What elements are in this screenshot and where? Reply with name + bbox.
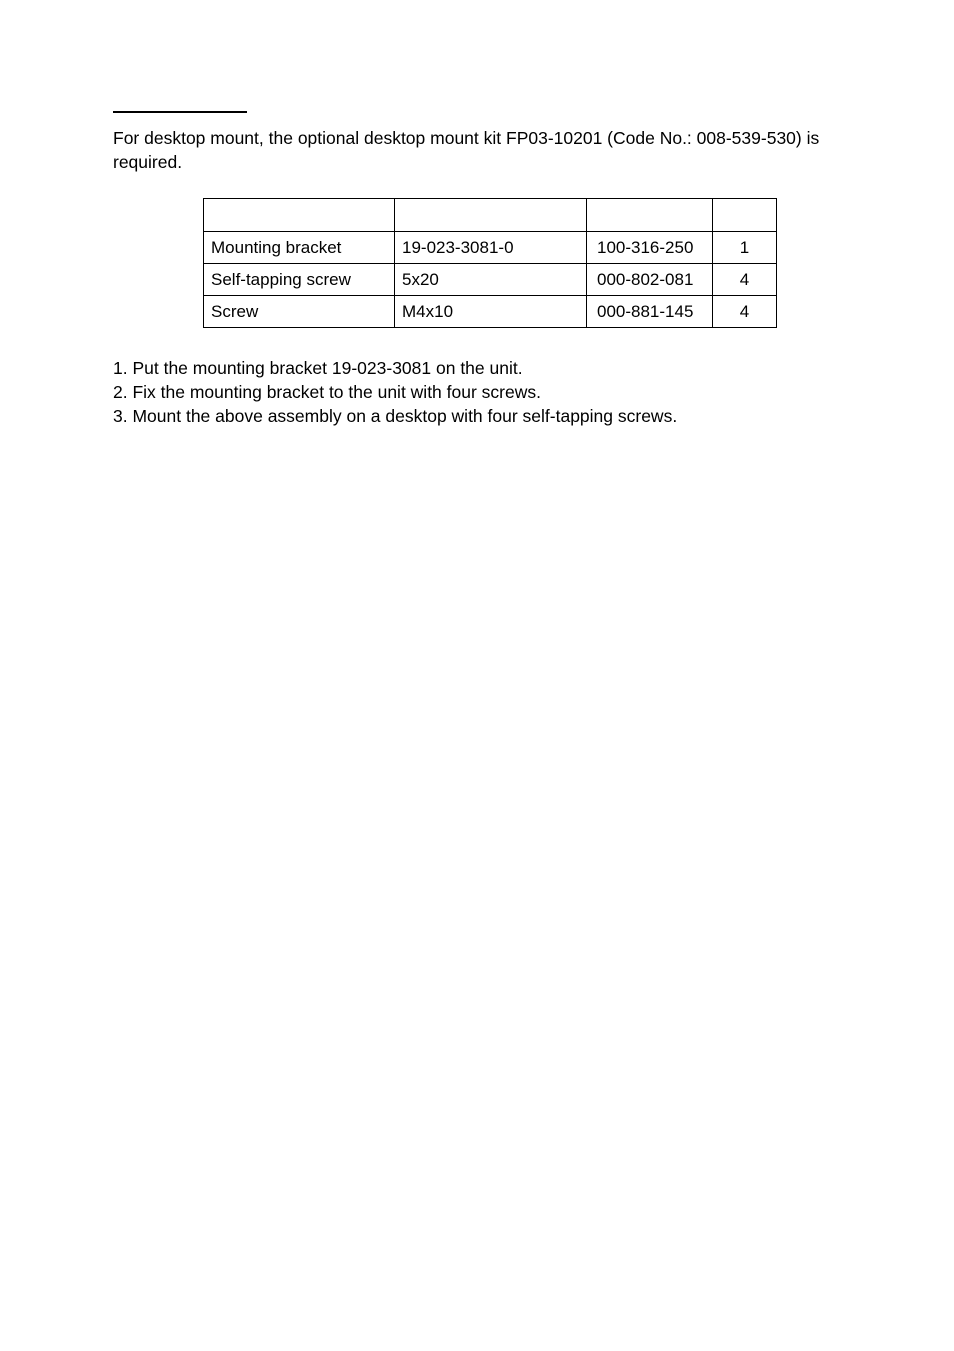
part-code: 100-316-250 [587, 232, 713, 264]
table-header-row [204, 199, 777, 232]
installation-steps [113, 356, 677, 428]
list-item: 3. Mount the above assembly on a desktop with four self-tapping screws. [113, 406, 678, 426]
table-row [204, 232, 777, 264]
part-qty: 1 [713, 232, 777, 264]
part-type: 19-023-3081-0 [395, 232, 587, 264]
part-code: 000-881-145 [587, 296, 713, 328]
part-code: 000-802-081 [587, 264, 713, 296]
part-name: Mounting bracket [204, 232, 395, 264]
parts-table [203, 198, 777, 328]
header-cell-type [395, 199, 587, 232]
part-qty: 4 [713, 296, 777, 328]
part-name: Screw [204, 296, 395, 328]
header-cell-code [587, 199, 713, 232]
part-type: 5x20 [395, 264, 587, 296]
header-cell-qty [713, 199, 777, 232]
list-item: 1. Put the mounting bracket 19-023-3081 on the unit. [113, 358, 523, 378]
heading-underline [113, 111, 247, 113]
part-qty: 4 [713, 264, 777, 296]
part-type: M4x10 [395, 296, 587, 328]
table-row [204, 296, 777, 328]
part-name: Self-tapping screw [204, 264, 395, 296]
header-cell-name [204, 199, 395, 232]
list-item: 2. Fix the mounting bracket to the unit with four screws. [113, 382, 541, 402]
intro-paragraph: For desktop mount, the optional desktop mount kit FP03-10201 (Code No.: 008-539-530) is required. [113, 128, 820, 172]
table-row [204, 264, 777, 296]
